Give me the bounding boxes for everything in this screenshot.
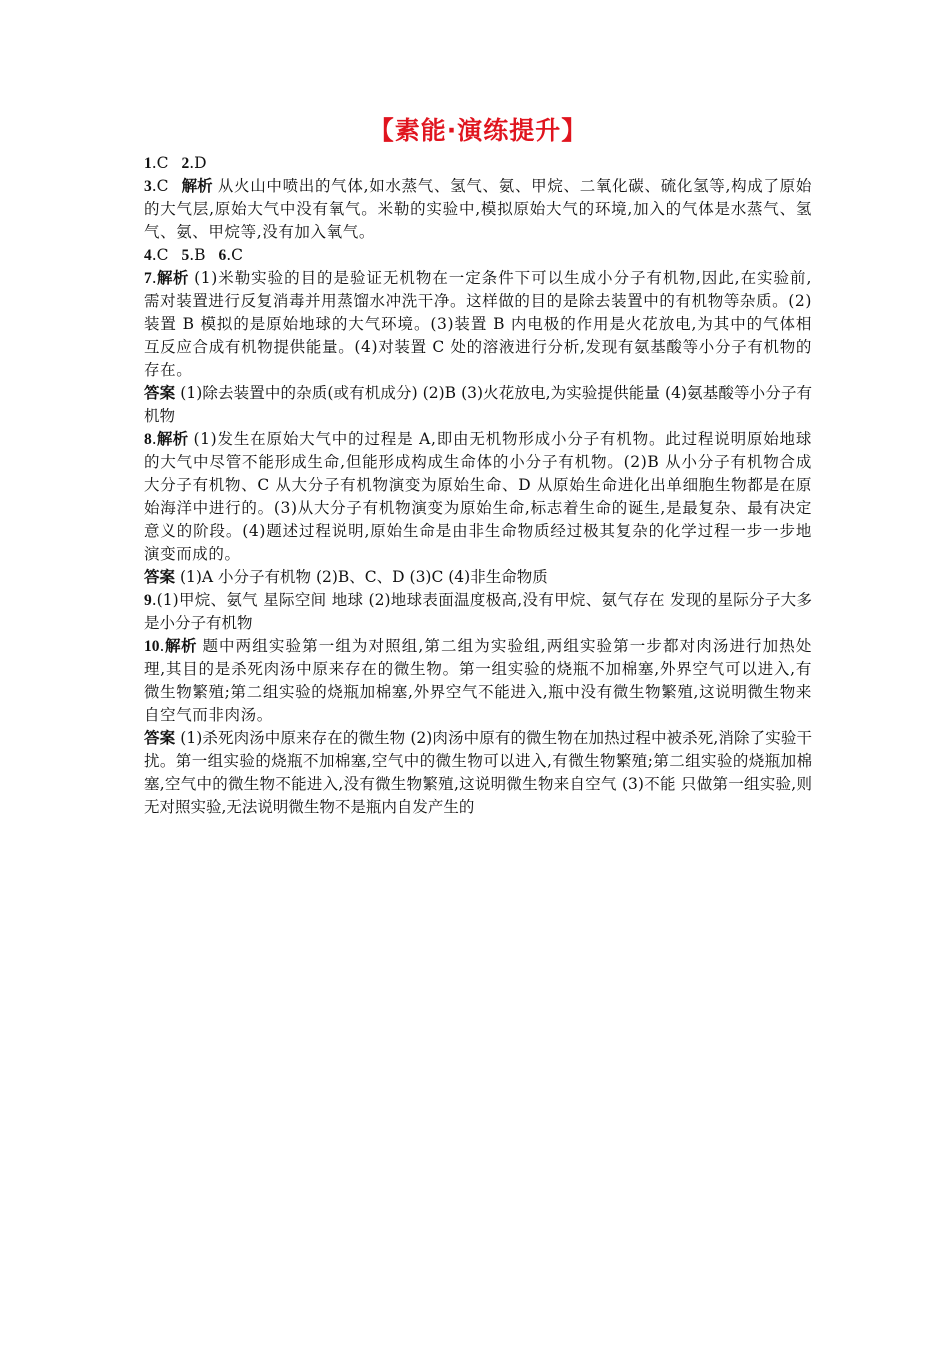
q7-analysis-text: (1)米勒实验的目的是验证无机物在一定条件下可以生成小分子有机物,因此,在实验前,需对装置进行反复消毒并用蒸馏水冲洗干净。这样做的目的是除去装置中的有机物等杂质。(2)装置 B 模拟的是原始地球的大气环境。(3)装置 B 内电极的作用是火花放电,为其中的气体相互反应合成有机物提供能量。(4)对装置 C 处的溶液进行分析,发现有氨基酸等小分子有机物的存在。 — [144, 269, 812, 379]
q3-answer: .C — [151, 177, 169, 195]
q10-number: 10 — [144, 638, 160, 655]
q7-dot: . — [151, 269, 157, 287]
q10-answer-text: (1)杀死肉汤中原来存在的微生物 (2)肉汤中原有的微生物在加热过程中被杀死,消除了实验干扰。第一组实验的烧瓶不加棉塞,空气中的微生物可以进入,有微生物繁殖;第二组实验的烧瓶加棉塞,空气中的微生物不能进入,没有微生物繁殖,这说明微生物来自空气 (3)不能 只做第一组实验,则无对照实验,无法说明微生物不是瓶内自发产生的 — [144, 729, 812, 816]
q10-analysis-text: 题中两组实验第一组为对照组,第二组为实验组,两组实验第一步都对肉汤进行加热处理,其目的是杀死肉汤中原来存在的微生物。第一组实验的烧瓶不加棉塞,外界空气可以进入,有微生物繁殖;第二组实验的烧瓶加棉塞,外界空气不能进入,瓶中没有微生物繁殖,这说明微生物来自空气而非肉汤。 — [144, 637, 812, 724]
q8-analysis-text: (1)发生在原始大气中的过程是 A,即由无机物形成小分子有机物。此过程说明原始地球的大气中尽管不能形成生命,但能形成构成生命体的小分子有机物。(2)B 从小分子有机物合成大分子有机物、C 从大分子有机物演变为原始生命、D 从原始生命进化出单细胞生物都是在原始海洋中进行的。(3)从大分子有机物演变为原始生命,标志着生命的诞生,是最复杂、最有决定意义的阶段。(4)题述过程说明,原始生命是由非生命物质经过极其复杂的化学过程一步一步地演变而成的。 — [144, 430, 812, 563]
q8-answer-label: 答案 — [144, 568, 176, 586]
q3-number: 3 — [144, 178, 152, 195]
q1-answer: .C — [151, 154, 169, 172]
q4-number: 4 — [144, 247, 152, 264]
q10-dot: . — [159, 637, 165, 655]
q3-analysis-label: 解析 — [181, 177, 213, 195]
q7-number: 7 — [144, 270, 152, 287]
answer-block-q10 — [144, 635, 812, 727]
q1-number: 1 — [144, 155, 152, 172]
q10-analysis-label: 解析 — [164, 637, 197, 655]
q6-number: 6 — [218, 247, 227, 264]
q8-number: 8 — [144, 431, 152, 448]
answer-line-q4-q6 — [144, 244, 812, 267]
answer-block-q9 — [144, 589, 812, 635]
answer-block-q8 — [144, 428, 812, 566]
q8-answer-text: (1)A 小分子有机物 (2)B、C、D (3)C (4)非生命物质 — [179, 568, 548, 586]
answer-line-q1-q2 — [144, 152, 812, 175]
answer-block-q10-answer — [144, 727, 812, 819]
q7-analysis-label: 解析 — [156, 269, 189, 287]
q5-answer: .B — [189, 246, 206, 264]
q7-answer-text: (1)除去装置中的杂质(或有机成分) (2)B (3)火花放电,为实验提供能量 (4)氨基酸等小分子有机物 — [144, 384, 812, 425]
q6-answer: .C — [226, 246, 244, 264]
q4-answer: .C — [151, 246, 169, 264]
q2-answer: .D — [189, 154, 207, 172]
q9-answer-text: .(1)甲烷、氨气 星际空间 地球 (2)地球表面温度极高,没有甲烷、氨气存在 发现的星际分子大多是小分子有机物 — [144, 591, 812, 632]
q9-number: 9 — [144, 592, 152, 609]
q5-number: 5 — [181, 247, 190, 264]
answer-block-q7-answer — [144, 382, 812, 428]
q2-number: 2 — [181, 155, 190, 172]
q8-dot: . — [151, 430, 157, 448]
answer-block-q8-answer — [144, 566, 812, 589]
q10-answer-label: 答案 — [144, 729, 176, 747]
section-title: 【素能·演练提升】 — [368, 116, 588, 145]
q8-analysis-label: 解析 — [156, 430, 189, 448]
q3-analysis-text: 从火山中喷出的气体,如水蒸气、氢气、氨、甲烷、二氧化碳、硫化氢等,构成了原始的大气层,原始大气中没有氧气。米勒的实验中,模拟原始大气的环境,加入的气体是水蒸气、氢气、氨、甲烷等,没有加入氧气。 — [144, 177, 812, 241]
q7-answer-label: 答案 — [144, 384, 176, 402]
answer-block-q7 — [144, 267, 812, 382]
answer-page — [144, 112, 812, 819]
answer-block-q3 — [144, 175, 812, 244]
